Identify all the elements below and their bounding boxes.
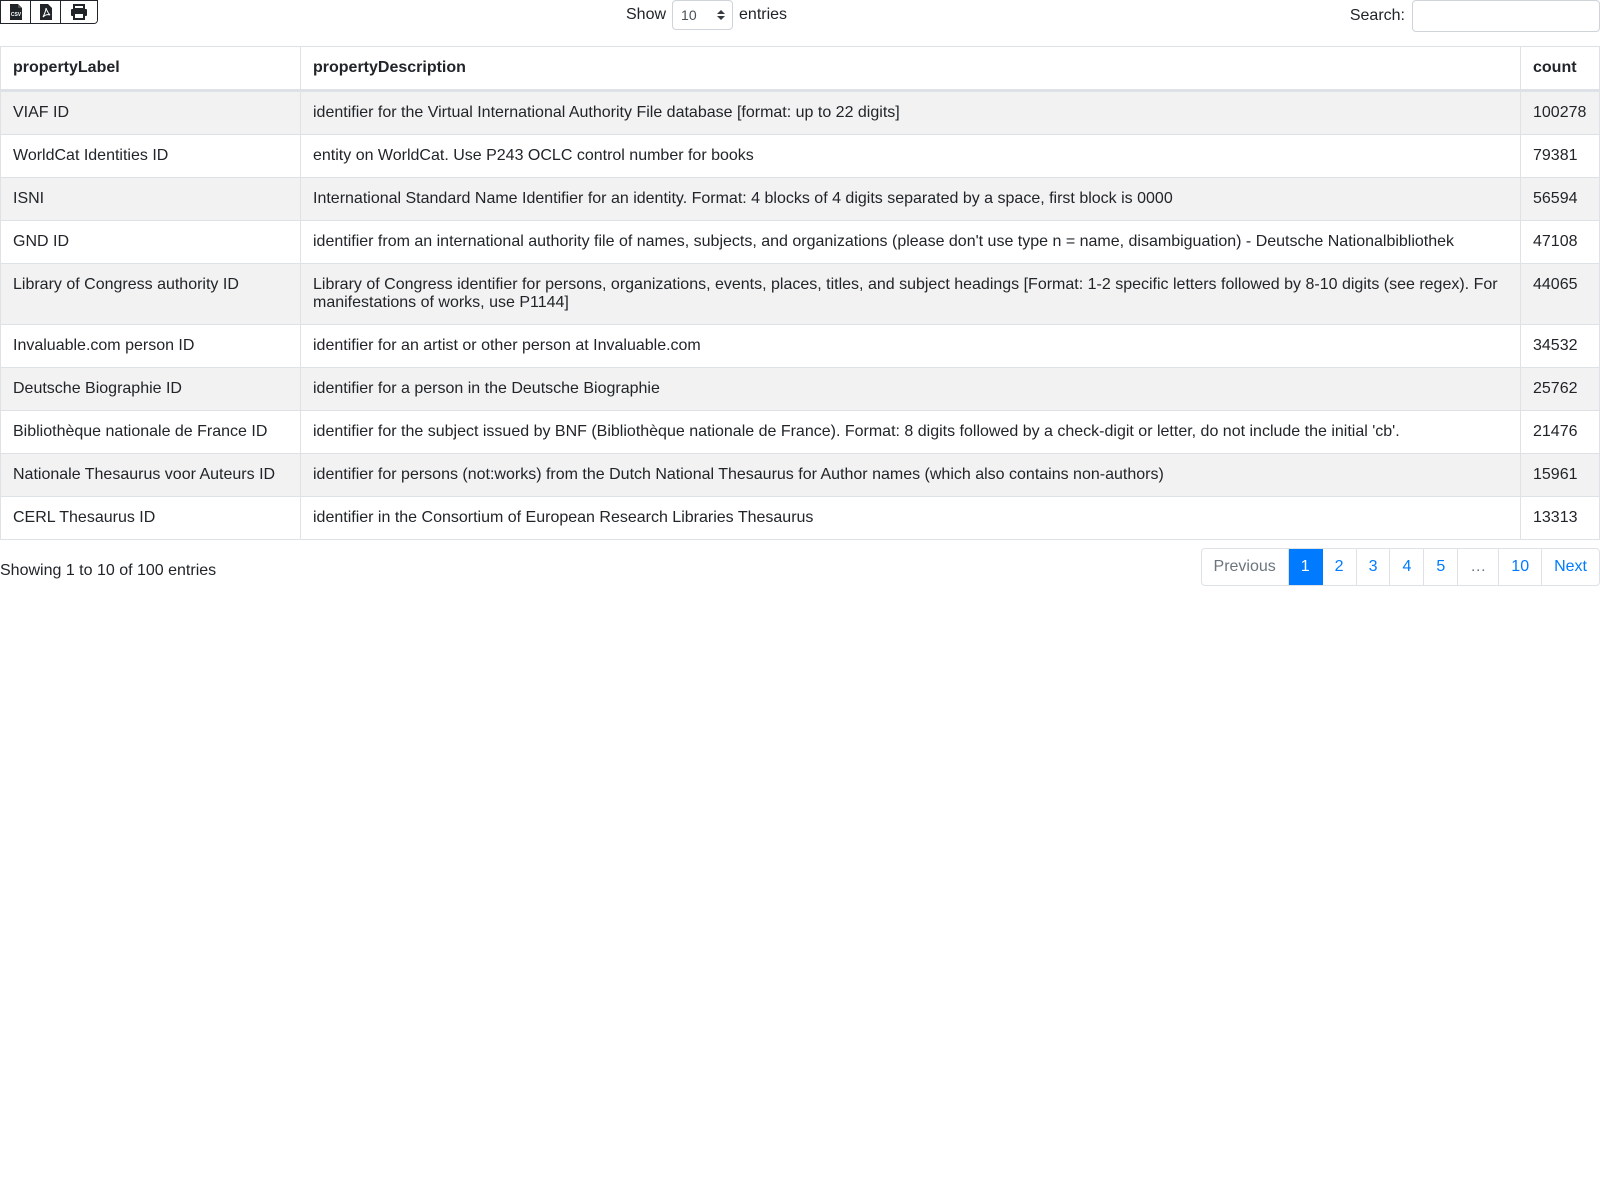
pagination-previous[interactable]: Previous [1202, 549, 1289, 585]
table-row [1, 91, 1600, 135]
cell-property-description: entity on WorldCat. Use P243 OCLC control number for books [301, 135, 1521, 178]
csv-file-icon [9, 4, 23, 20]
cell-property-description: identifier for the subject issued by BNF (Bibliothèque nationale de France). Format: 8 digits followed by a check-digit or letter, do not include the initial 'cb'. [301, 411, 1521, 454]
cell-count: 100278 [1521, 91, 1600, 135]
table-row [1, 411, 1600, 454]
table-row [1, 497, 1600, 540]
cell-property-label: GND ID [1, 221, 301, 264]
cell-property-label: Nationale Thesaurus voor Auteurs ID [1, 454, 301, 497]
cell-property-description: Library of Congress identifier for persons, organizations, events, places, titles, and subject headings [Format: 1-2 specific letters followed by 8-10 digits (see regex). For manifestations of works, use P1144] [301, 264, 1521, 325]
cell-property-description: identifier for persons (not:works) from the Dutch National Thesaurus for Author names (which also contains non-authors) [301, 454, 1521, 497]
select-arrows-icon [717, 10, 725, 20]
table-row [1, 264, 1600, 325]
search-input[interactable] [1412, 0, 1600, 32]
export-button-group [0, 0, 98, 24]
cell-property-label: Library of Congress authority ID [1, 264, 301, 325]
cell-count: 15961 [1521, 454, 1600, 497]
table-row [1, 135, 1600, 178]
pdf-export-button[interactable] [31, 1, 61, 23]
pdf-file-icon [39, 4, 53, 20]
cell-count: 34532 [1521, 325, 1600, 368]
entries-per-page-value: 10 [681, 7, 697, 23]
print-icon [70, 4, 88, 20]
cell-property-description: identifier for an artist or other person at Invaluable.com [301, 325, 1521, 368]
cell-property-label: ISNI [1, 178, 301, 221]
cell-property-description: identifier for the Virtual International Authority File database [format: up to 22 digits] [301, 91, 1521, 135]
table-row [1, 454, 1600, 497]
pagination-page[interactable]: 4 [1390, 549, 1424, 585]
entries-label: entries [739, 6, 788, 23]
pagination-page[interactable]: 2 [1323, 549, 1357, 585]
column-header-property-label[interactable]: propertyLabel [1, 47, 301, 91]
table-row [1, 325, 1600, 368]
entries-per-page-select[interactable] [672, 0, 733, 30]
cell-property-label: Invaluable.com person ID [1, 325, 301, 368]
cell-property-label: CERL Thesaurus ID [1, 497, 301, 540]
cell-count: 13313 [1521, 497, 1600, 540]
pagination-ellipsis: … [1458, 549, 1499, 585]
cell-property-label: Bibliothèque nationale de France ID [1, 411, 301, 454]
cell-count: 21476 [1521, 411, 1600, 454]
column-header-property-description[interactable]: propertyDescription [301, 47, 1521, 91]
pagination-page[interactable]: 10 [1499, 549, 1542, 585]
pagination-page[interactable]: 1 [1289, 549, 1323, 585]
cell-count: 25762 [1521, 368, 1600, 411]
pagination-page[interactable]: 5 [1424, 549, 1458, 585]
search-filter [1350, 0, 1600, 32]
pagination [1201, 548, 1600, 586]
cell-property-label: Deutsche Biographie ID [1, 368, 301, 411]
pagination-next[interactable]: Next [1554, 558, 1587, 575]
length-menu [626, 0, 787, 30]
cell-count: 47108 [1521, 221, 1600, 264]
column-header-count[interactable]: count [1521, 47, 1600, 91]
cell-property-label: WorldCat Identities ID [1, 135, 301, 178]
cell-property-description: International Standard Name Identifier for an identity. Format: 4 blocks of 4 digits separated by a space, first block is 0000 [301, 178, 1521, 221]
table-body [1, 91, 1600, 540]
show-label: Show [626, 6, 667, 23]
table-info: Showing 1 to 10 of 100 entries [0, 562, 217, 579]
pagination-page[interactable]: 3 [1357, 549, 1391, 585]
table-row [1, 221, 1600, 264]
cell-count: 44065 [1521, 264, 1600, 325]
cell-count: 79381 [1521, 135, 1600, 178]
cell-count: 56594 [1521, 178, 1600, 221]
print-button[interactable] [61, 1, 97, 23]
cell-property-description: identifier from an international authority file of names, subjects, and organizations (please don't use type n = name, disambiguation) - Deutsche Nationalbibliothek [301, 221, 1521, 264]
cell-property-description: identifier for a person in the Deutsche Biographie [301, 368, 1521, 411]
table-row [1, 178, 1600, 221]
csv-export-button[interactable] [1, 1, 31, 23]
table-row [1, 368, 1600, 411]
table-header-row [1, 47, 1600, 91]
data-table [0, 46, 1600, 540]
cell-property-label: VIAF ID [1, 91, 301, 135]
search-label: Search: [1349, 7, 1405, 24]
csv-icon-label: CSV [10, 12, 21, 18]
cell-property-description: identifier in the Consortium of European Research Libraries Thesaurus [301, 497, 1521, 540]
